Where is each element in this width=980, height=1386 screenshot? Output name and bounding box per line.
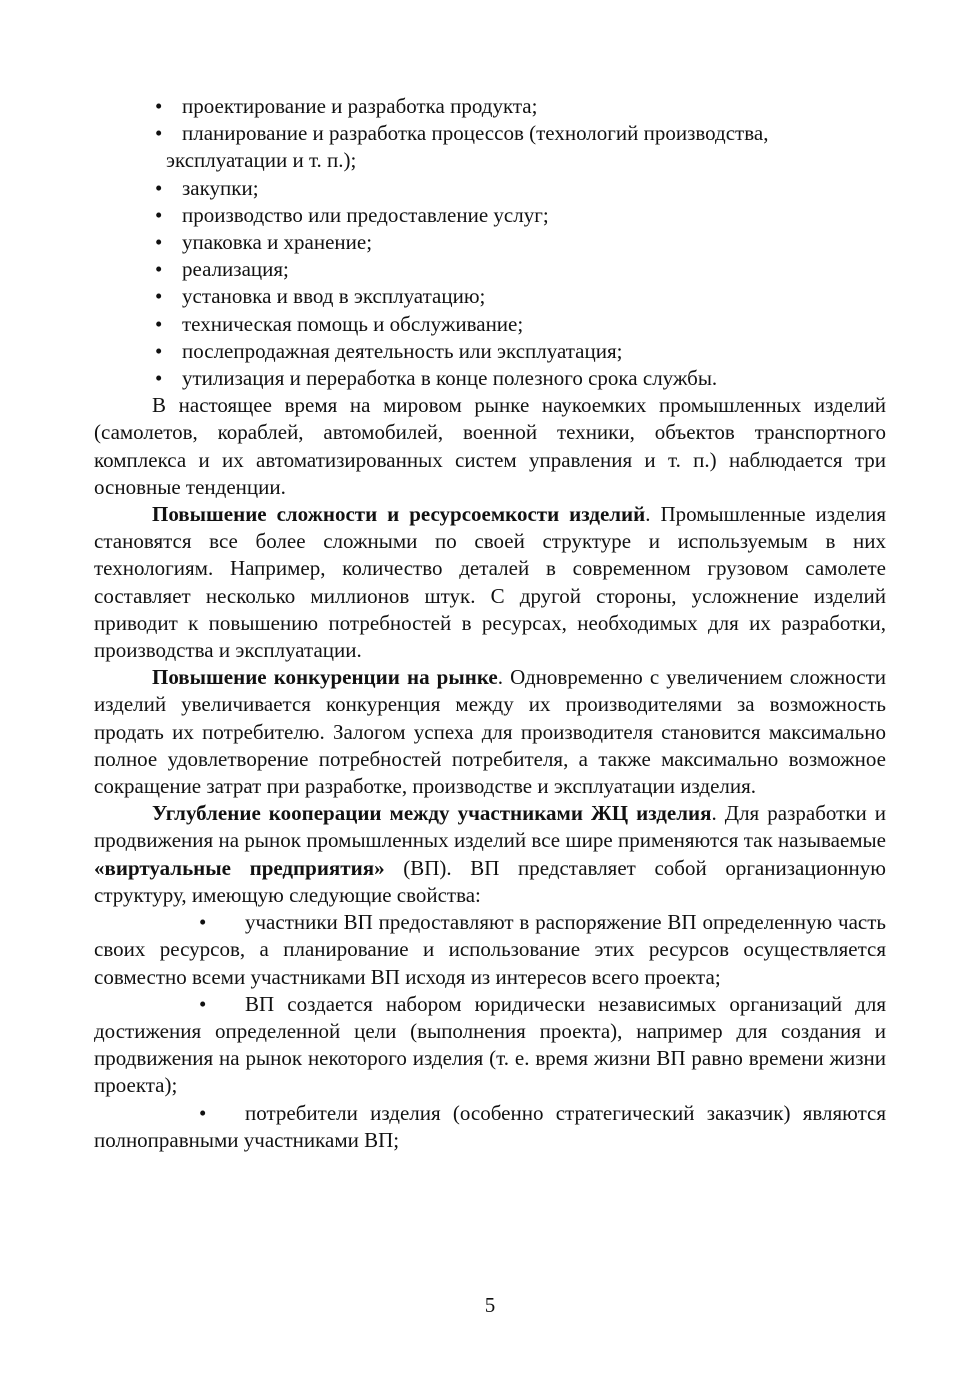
list-item: • закупки; [94, 175, 886, 202]
lifecycle-stages-list [94, 93, 886, 392]
list-item: • производство или предоставление услуг; [94, 202, 886, 229]
trend-title: Повышение сложности и ресурсоемкости изделий [152, 502, 646, 527]
term-virtual-enterprise: «виртуальные предприятия» [94, 855, 385, 880]
bullet-icon: • [155, 338, 163, 363]
bullet-icon: • [199, 991, 207, 1016]
bullet-icon: • [155, 257, 163, 282]
trend-title: Углубление кооперации между участниками ЖЦ изделия [152, 801, 712, 826]
page-content [94, 93, 886, 1154]
bullet-icon: • [155, 94, 163, 118]
bullet-icon: • [155, 311, 163, 336]
list-item: • послепродажная деятельность или эксплуатация; [94, 338, 886, 365]
bullet-icon: • [155, 175, 163, 200]
vp-properties-list [94, 909, 886, 1154]
list-item: • упаковка и хранение; [94, 229, 886, 256]
trend-title: Повышение конкуренции на рынке [152, 665, 498, 690]
bullet-icon: • [155, 121, 163, 146]
bullet-icon: • [199, 910, 207, 935]
list-item: • потребители изделия (особенно стратегический заказчик) являются полноправными участниками ВП; [94, 1100, 886, 1152]
list-item: • техническая помощь и обслуживание; [94, 311, 886, 338]
trend-paragraph-competition: Повышение конкуренции на рынке. Одновременно с увеличением сложности изделий увеличивается конкуренция между их производителями за возможность продать их потребителю. Залогом успеха для производителя становится максимально полное удовлетворение потребностей потребителя, а также максимально возможное сокращение затрат при разработке, производстве и эксплуатации изделия. [94, 665, 886, 799]
list-item: • реализация; [94, 256, 886, 283]
bullet-icon: • [155, 284, 163, 309]
bullet-icon: • [155, 366, 163, 391]
list-item: • участники ВП предоставляют в распоряжение ВП определенную часть своих ресурсов, а планирование и использование этих ресурсов осуществляется совместно всеми участниками ВП исходя из интересов всего проекта; [94, 910, 886, 989]
list-item: • проектирование и разработка продукта; [94, 93, 886, 120]
bullet-icon: • [199, 1100, 207, 1125]
list-item: • утилизация и переработка в конце полезного срока службы. [94, 365, 886, 392]
list-item: • установка и ввод в эксплуатацию; [94, 283, 886, 310]
list-item: • ВП создается набором юридически независимых организаций для достижения определенной цели (выполнения проекта), например для создания и продвижения на рынок некоторого изделия (т. е. время жизни ВП равно времени жизни проекта); [94, 991, 886, 1098]
intro-paragraph: В настоящее время на мировом рынке наукоемких промышленных изделий (самолетов, кораблей, автомобилей, военной техники, объектов транспортного комплекса и их автоматизированных систем управления и т. п.) наблюдается три основные тенденции. [94, 393, 886, 499]
list-item: • планирование и разработка процессов (технологий производства, эксплуатации и т. п.); [155, 121, 769, 173]
trend-paragraph-complexity: Повышение сложности и ресурсоемкости изделий. Промышленные изделия становятся все более сложными по своей структуре и используемым в них технологиям. Например, количество деталей в современном грузовом самолете составляет несколько миллионов штук. С другой стороны, усложнение изделий приводит к повышению потребностей в ресурсах, необходимых для их разработки, производства и эксплуатации. [94, 502, 887, 663]
bullet-icon: • [155, 230, 163, 255]
page-number: 5 [484, 1293, 496, 1317]
trend-paragraph-cooperation: Углубление кооперации между участниками ЖЦ изделия. Для разработки и продвижения на рынок промышленных изделий все шире применяются так называемые «виртуальные предприятия» (ВП). ВП представляет собой организационную структуру, имеющую следующие свойства: [94, 801, 886, 907]
bullet-icon: • [155, 202, 163, 227]
